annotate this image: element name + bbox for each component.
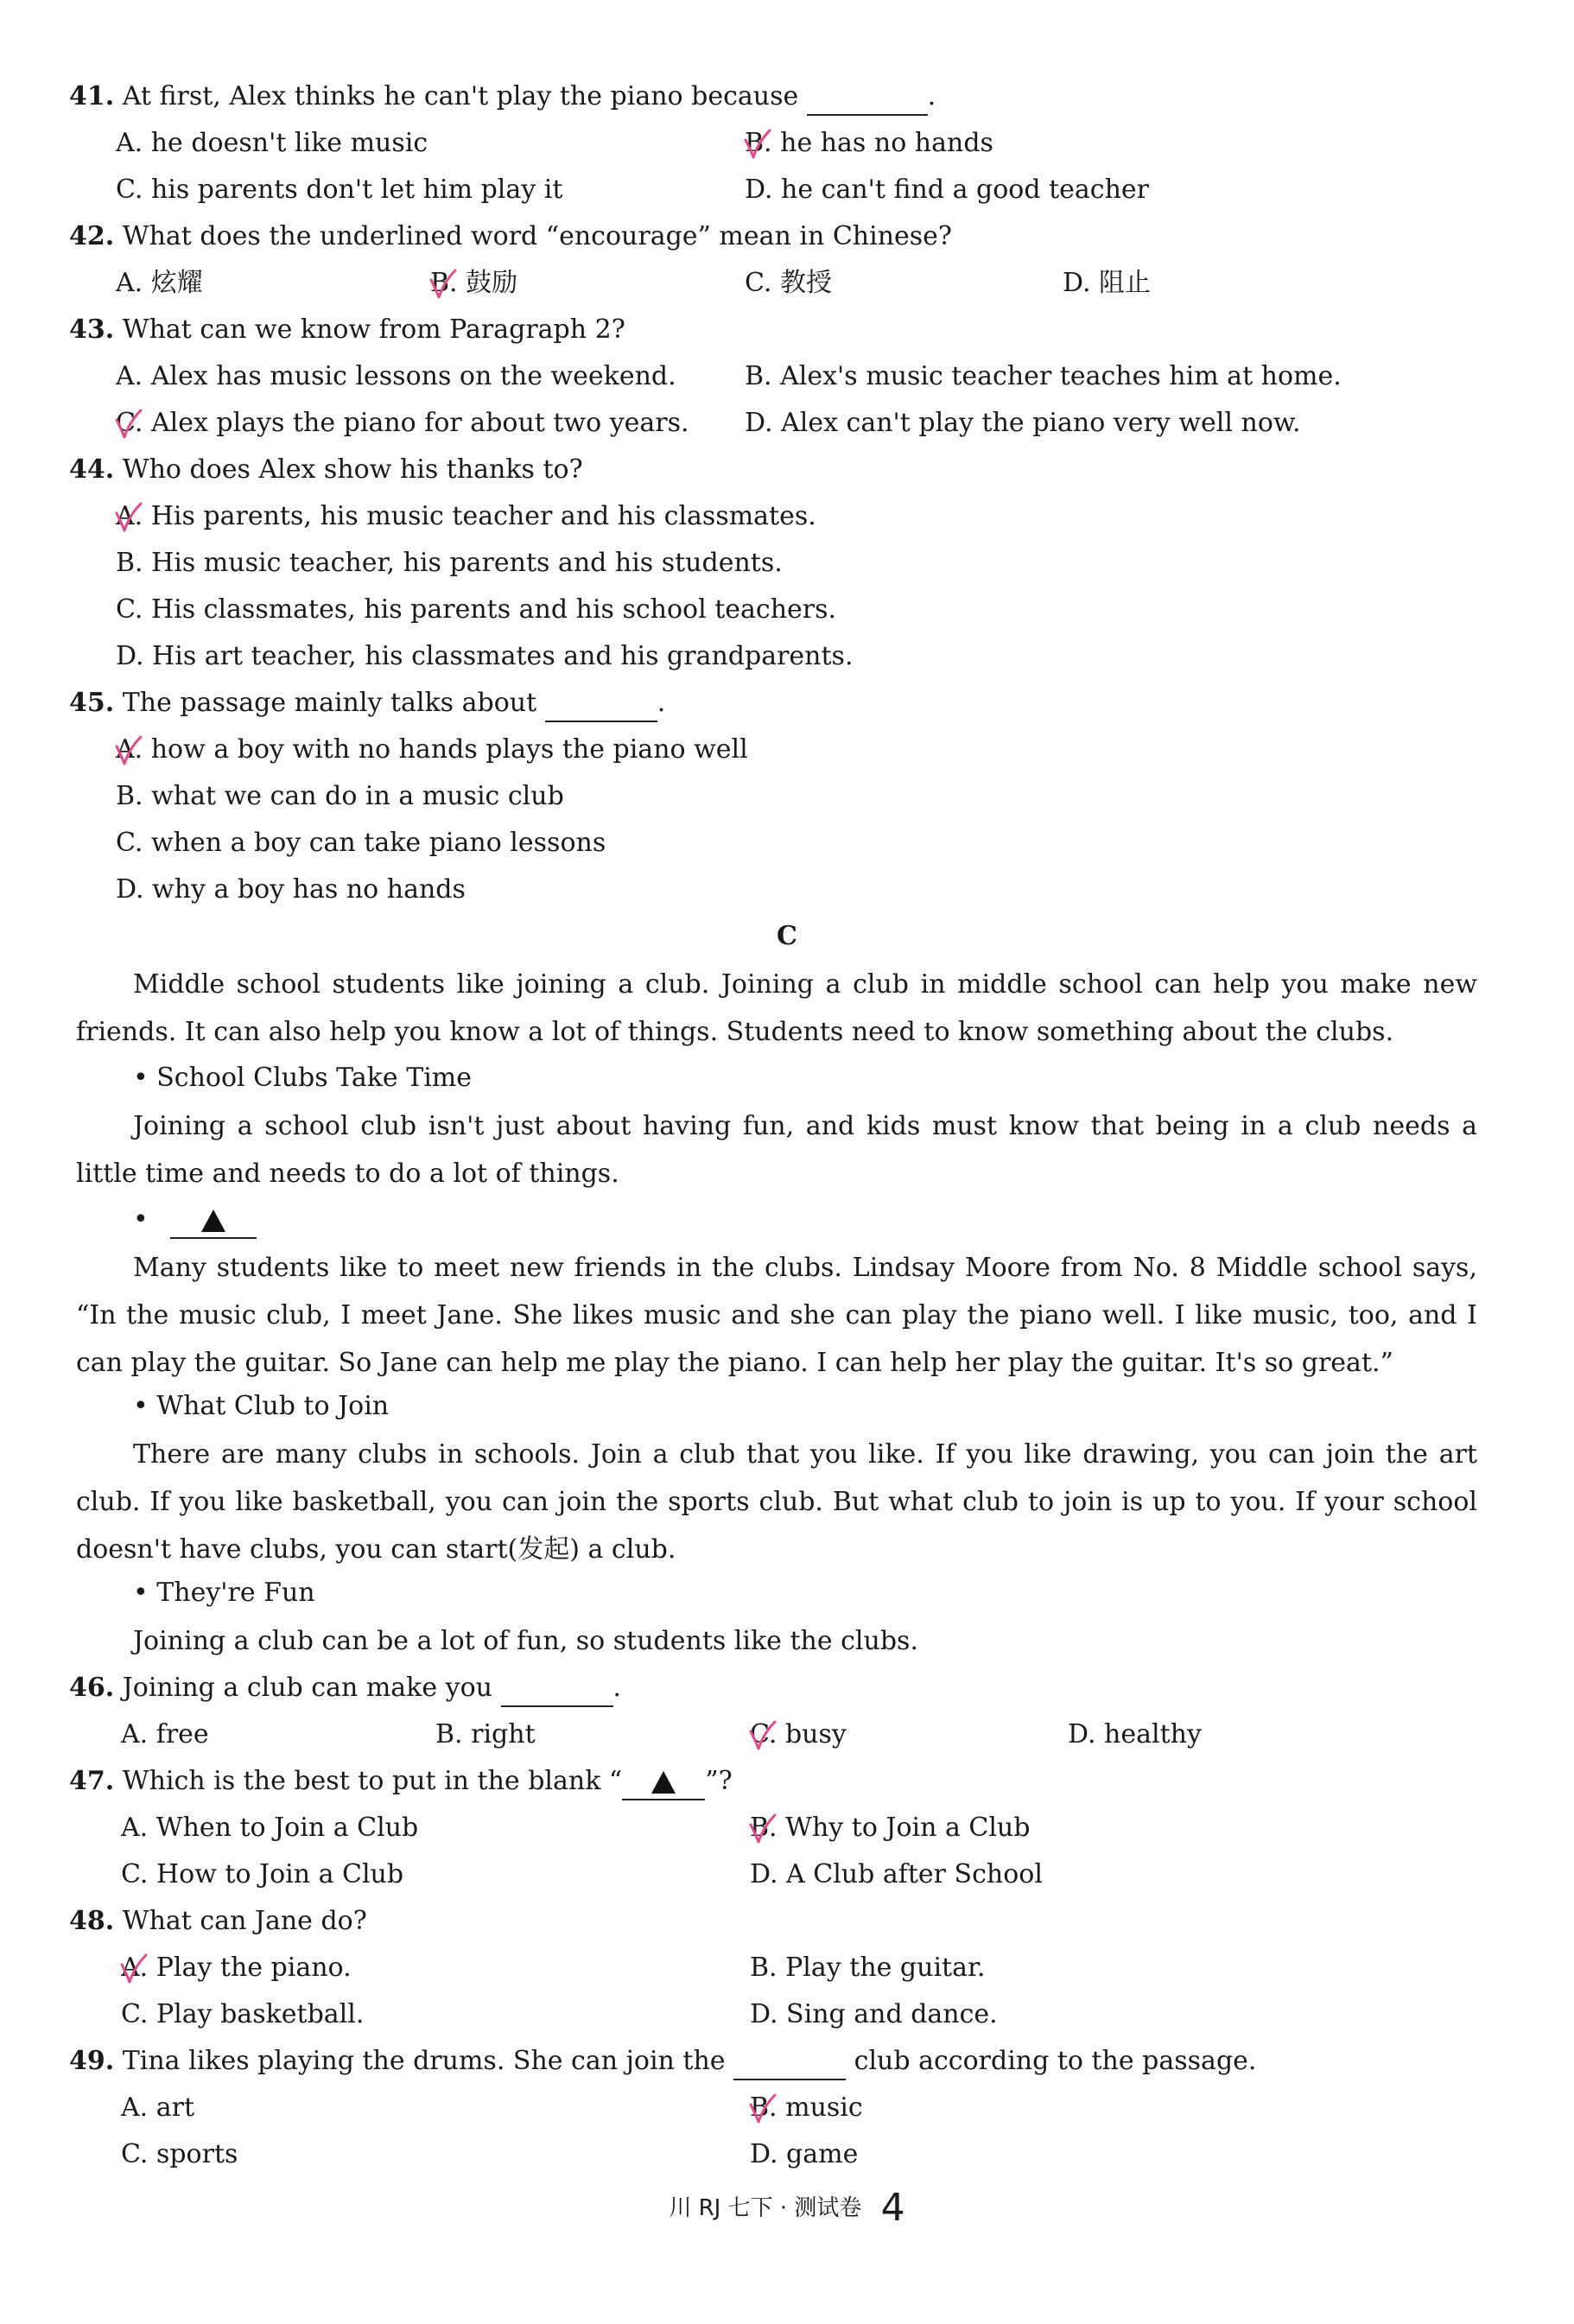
answer-blank [733,2044,846,2080]
answer-blank [501,1671,613,1707]
q45-option-b: B. what we can do in a music club [116,781,564,811]
q43-option-c: C. Alex plays the piano for about two years. [116,408,689,438]
q46-option-c: C. busy [750,1719,847,1749]
question-number: 45. [69,688,115,718]
page-footer [0,2186,1574,2230]
question-47-stem: 47. Which is the best to put in the blank “ ”? [69,1764,733,1800]
question-44-stem: 44. Who does Alex show his thanks to? [69,454,583,485]
passage-heading-3: • What Club to Join [133,1391,390,1421]
q49-option-c: C. sports [121,2139,238,2169]
question-number: 48. [69,1906,115,1936]
q44-option-d: D. His art teacher, his classmates and his grandparents. [116,641,854,671]
check-mark-icon [743,128,772,161]
footer-label: 川 RJ 七下 · 测试卷 [669,2195,862,2221]
q47-option-a: A. When to Join a Club [121,1813,419,1843]
check-mark-icon [114,501,143,534]
triangle-icon [201,1210,225,1232]
q46-option-b: B. right [435,1719,536,1749]
question-43-stem: 43. What can we know from Paragraph 2? [69,314,625,345]
question-45-stem: 45. The passage mainly talks about . [69,686,665,722]
q42-option-a: A. 炫耀 [116,268,203,298]
answer-blank [807,79,928,116]
q41-option-c: C. his parents don't let him play it [116,175,563,205]
q44-option-c: C. His classmates, his parents and his school teachers. [116,594,837,625]
check-mark-icon [114,408,143,441]
heading-blank [170,1203,257,1239]
passage-heading-2-blank: • [133,1203,257,1239]
q44-option-a: A. His parents, his music teacher and his classmates. [116,501,816,531]
passage-paragraph-3: Many students like to meet new friends in the clubs. Lindsay Moore from No. 8 Middle school says, “In the music club, I meet Jane. She likes music and she can play the piano well. I like music, too, and I can play the guitar. So Jane can help me play the piano. I can help her play the guitar. It's so great.” [76,1253,1477,1378]
q46-option-d: D. healthy [1068,1719,1202,1749]
q45-option-a: A. how a boy with no hands plays the piano well [116,734,748,765]
passage-letter: C [777,921,797,951]
q49-option-d: D. game [750,2139,859,2169]
q47-option-b: B. Why to Join a Club [750,1813,1031,1843]
passage-paragraph-4: There are many clubs in schools. Join a club that you like. If you like drawing, you can join the art club. If you like basketball, you can join the sports club. But what club to join is up to you. If your school doesn't have clubs, you can start(发起) a club. [76,1439,1477,1565]
q48-option-d: D. Sing and dance. [750,1999,998,2029]
check-mark-icon [748,2092,777,2125]
q48-option-b: B. Play the guitar. [750,1953,986,1983]
q44-option-b: B. His music teacher, his parents and his students. [116,548,783,578]
q48-option-c: C. Play basketball. [121,1999,365,2029]
question-number: 46. [69,1673,115,1703]
q42-option-c: C. 教授 [745,268,832,298]
question-49-stem: 49. Tina likes playing the drums. She can join the club according to the passage. [69,2044,1256,2080]
question-number: 44. [69,454,115,485]
question-blank [622,1764,705,1800]
q49-option-a: A. art [121,2092,195,2123]
question-42-stem: 42. What does the underlined word “encourage” mean in Chinese? [69,221,952,251]
passage-paragraph-2: Joining a school club isn't just about having fun, and kids must know that being in a club needs a little time and needs to do a lot of things. [76,1111,1477,1189]
q49-option-b: B. music [750,2092,863,2123]
q43-option-a: A. Alex has music lessons on the weekend. [116,361,676,391]
q41-option-d: D. he can't find a good teacher [745,175,1149,205]
q47-option-c: C. How to Join a Club [121,1859,404,1889]
q42-option-b: B. 鼓励 [430,268,518,298]
q43-option-b: B. Alex's music teacher teaches him at home. [745,361,1342,391]
q46-option-a: A. free [121,1719,209,1749]
check-mark-icon [428,268,458,301]
question-46-stem: 46. Joining a club can make you . [69,1671,621,1707]
question-48-stem: 48. What can Jane do? [69,1906,367,1936]
question-number: 43. [69,314,115,345]
check-mark-icon [119,1953,149,1985]
question-number: 49. [69,2046,115,2076]
answer-blank [545,686,657,722]
check-mark-icon [748,1719,777,1752]
q47-option-d: D. A Club after School [750,1859,1043,1889]
passage-heading-1: • School Clubs Take Time [133,1063,473,1093]
q43-option-d: D. Alex can't play the piano very well now. [745,408,1301,438]
q41-option-b: B. he has no hands [745,128,993,158]
check-mark-icon [748,1813,777,1845]
page-number: 4 [880,2186,905,2230]
check-mark-icon [114,734,143,767]
q41-option-a: A. he doesn't like music [116,128,428,158]
passage-heading-4: • They're Fun [133,1578,315,1608]
q45-option-d: D. why a boy has no hands [116,874,466,905]
q48-option-a: A. Play the piano. [121,1953,352,1983]
question-number: 47. [69,1766,115,1796]
q42-option-d: D. 阻止 [1063,268,1152,298]
triangle-icon [651,1771,676,1794]
question-number: 42. [69,221,115,251]
question-41-stem: 41. At first, Alex thinks he can't play the piano because . [69,79,936,116]
question-number: 41. [69,81,115,111]
passage-paragraph-5: Joining a club can be a lot of fun, so students like the clubs. [133,1626,918,1656]
passage-paragraph-1: Middle school students like joining a club. Joining a club in middle school can help you make new friends. It can also help you know a lot of things. Students need to know something about the clubs. [76,969,1477,1047]
q45-option-c: C. when a boy can take piano lessons [116,828,606,858]
